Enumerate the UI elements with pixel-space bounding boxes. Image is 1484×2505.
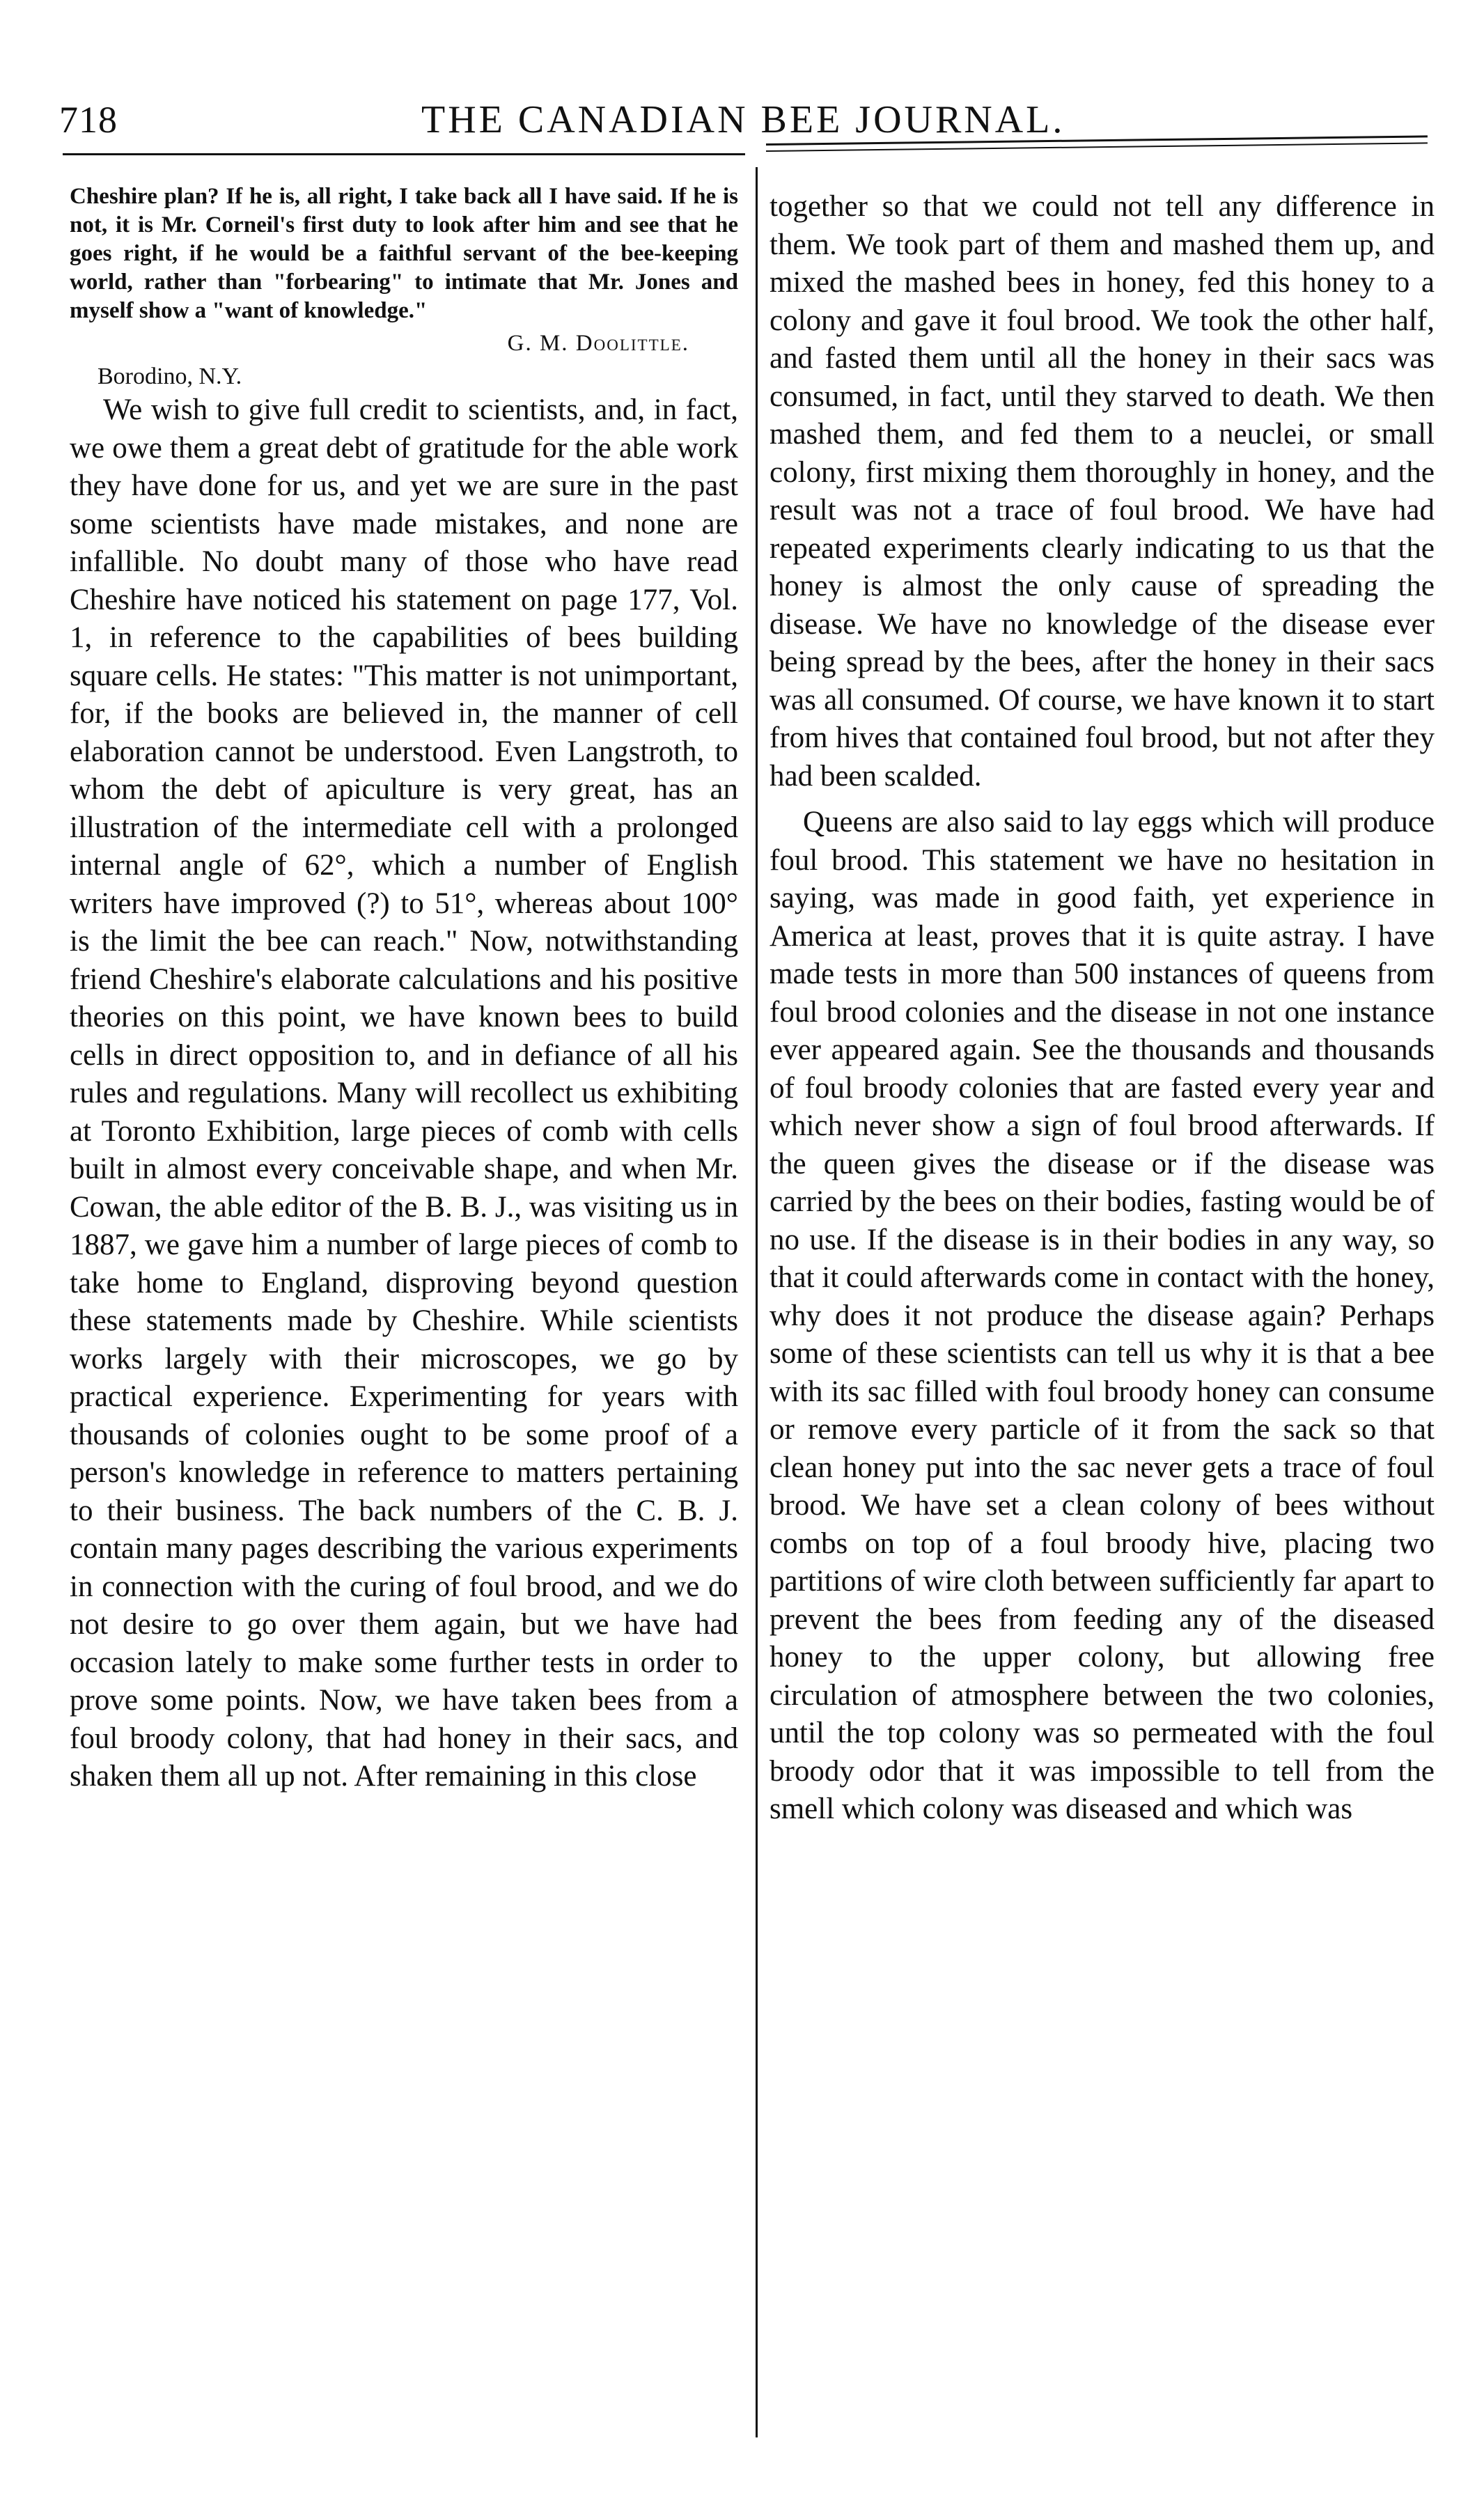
right-column: [770, 188, 1435, 1829]
left-column: [70, 182, 738, 1796]
page-number: 718: [59, 99, 118, 141]
column-divider: [756, 167, 758, 2437]
header-rule-left: [63, 153, 745, 155]
editorial-paragraph: We wish to give full credit to scientists, and, in fact, we owe them a great debt of gratitude for the able work they have done for us, and yet we are sure in the past some scientists have made mistakes, and none are infallible. No doubt many of those who have read Cheshire have noticed his statement on page 177, Vol. 1, in reference to the capabilities of bees building square cells. He states: "This matter is not unimportant, for, if the books are believed in, the manner of cell elaboration cannot be understood. Even Langstroth, to whom the debt of apiculture is very great, has an illustration of the intermediate cell with a prolonged internal angle of 62°, which a number of English writers have improved (?) to 51°, whereas about 100° is the limit the bee can reach." Now, notwithstanding friend Cheshire's elaborate calculations and his positive theories on this point, we have known bees to build cells in direct opposition to, and in defiance of all his rules and regulations. Many will recollect us exhibiting at Toronto Exhibition, large pieces of comb with cells built in almost every conceivable shape, and when Mr. Cowan, the able editor of the B. B. J., was visiting us in 1887, we gave him a number of large pieces of comb to take home to England, disproving beyond question these statements made by Cheshire. While scientists works largely with their microscopes, we go by practical experience. Experimenting for years with thousands of colonies ought to be some proof of a person's knowledge in reference to matters pertaining to their business. The back numbers of the C. B. J. contain many pages describing the various experiments in connection with the curing of foul brood, and we do not desire to go over them again, but we have had occasion lately to make some further tests in order to prove some points. Now, we have taken bees from a foul broody colony, that had honey in their sacs, and shaken them all up not. After remaining in this close: [70, 393, 738, 1793]
queens-paragraph: Queens are also said to lay eggs which will produce foul brood. This statement we have no hesitation in saying, was made in good faith, yet experience in America at least, proves that it is quite astray. I have made tests in more than 500 instances of queens from foul brood colonies and the disease in not one instance ever appeared again. See the thousands and thousands of foul broody colonies that are fasted every year and which never show a sign of foul brood afterwards. If the queen gives the disease or if the disease was carried by the bees on their bodies, fasting would be of no use. If the disease is in their bodies in any way, so that it could afterwards come in contact with the honey, why does it not produce the disease again? Perhaps some of these scientists can tell us why it is that a bee with its sac filled with foul broody honey can consume or remove every particle of it from the sack so that clean honey put into the sac never gets a trace of foul brood. We have set a clean colony of bees without combs on top of a foul broody hive, placing two partitions of wire cloth between sufficiently far apart to prevent the bees from feeding any of the diseased honey to the upper colony, but allowing free circulation of atmosphere between the two colonies, until the top colony was so permeated with the foul broody odor that it was impossible to tell from the smell which colony was diseased and which was: [770, 806, 1435, 1825]
letter-place: Borodino, N.Y.: [97, 364, 242, 389]
letter-signature: G. M. Doolittle.: [507, 331, 689, 356]
journal-title: THE CANADIAN BEE JOURNAL.: [421, 98, 1065, 141]
editorial-paragraph-continued: together so that we could not tell any difference in them. We took part of them and mashed them up, and mixed the mashed bees in honey, fed this honey to a colony and gave it foul brood. We took the other half, and fasted them until all the honey in their sacs was consumed, in fact, until they starved to death. We then mashed them, and fed them to a neuclei, or small colony, first mixing them thoroughly in honey, and the result was not a trace of foul brood. We have had repeated experiments clearly indicating to us that the honey is almost the only cause of spreading the disease. We have no knowledge of the disease ever being spread by the bees, after the honey in their sacs was all consumed. Of course, we have known it to start from hives that contained foul brood, but not after they had been scalded.: [770, 190, 1435, 793]
quoted-letter-ending: Cheshire plan? If he is, all right, I take back all I have said. If he is not, it is Mr. Corneil's first duty to look after him and see that he goes right, if he would be a faithful servant of the bee-keeping world, rather than "forbearing" to intimate that Mr. Jones and myself show a "want of knowledge.": [70, 184, 738, 323]
